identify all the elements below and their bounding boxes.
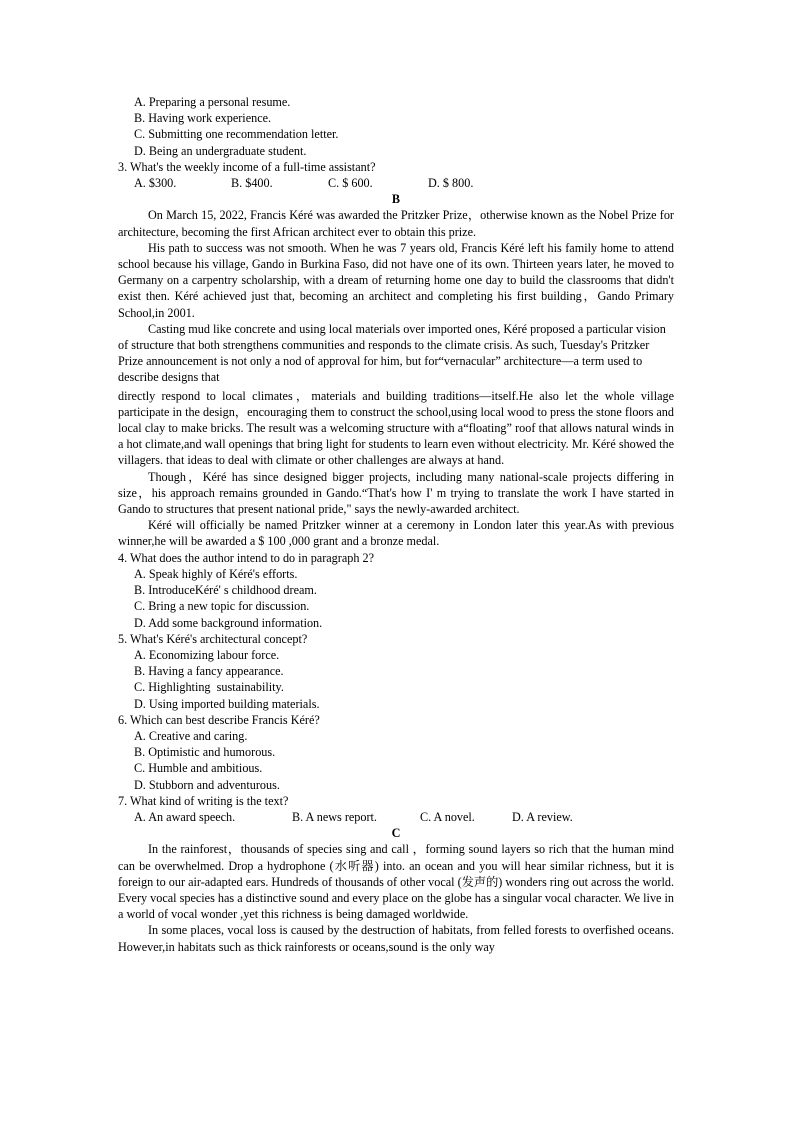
question-6 bbox=[118, 712, 674, 793]
q4-question: 4. What does the author intend to do in paragraph 2? bbox=[118, 550, 374, 565]
passage-b-paragraph-5: Kéré will officially be named Pritzker winner at a ceremony in London later this year.As with previous winner,he will be awarded a $ 100 ,000 grant and a bronze medal. bbox=[118, 518, 674, 549]
q7-option-d: D. A review. bbox=[512, 809, 573, 824]
question-5 bbox=[118, 631, 674, 712]
passage-c-paragraph-2: In some places, vocal loss is caused by the destruction of habitats, from felled forests to overfished oceans. However,in habitats such as thick rainforests or oceans,sound is the only way bbox=[118, 923, 674, 954]
passage-b-paragraph-4: Though，Kéré has since designed bigger projects, including many national-scale projects differing in size，his approach remains grounded in Gando.“That's how I' m trying to translate the work I have started in Gando to structures that present national pride," says the newly-awarded architect. bbox=[118, 469, 674, 517]
q3-option-b: B. $400. bbox=[231, 176, 273, 191]
q5-option-b: B. Having a fancy appearance. bbox=[134, 664, 284, 679]
q2-option-c: C. Submitting one recommendation letter. bbox=[134, 127, 339, 142]
passage-b-paragraph-3-cont: directly respond to local climates，materials and building traditions—itself.He also let the whole village participate in the design，encouraging them to construct the school,using local wood to press the stone floors and local clay to make bricks. The result was a welcoming structure with a“floating” roof that allows natural winds in a hot climate,and wall openings that bring light for students to learn even without electricity. Mr. Kéré showed the villagers. that ideas to deal with climate or other challenges are always at hand. bbox=[118, 388, 674, 468]
passage-c bbox=[118, 841, 674, 954]
q7-question: 7. What kind of writing is the text? bbox=[118, 793, 289, 808]
passage-b-paragraph-3: Casting mud like concrete and using local materials over imported ones, Kéré proposed a particular vision of structure that both strengthens communities and responds to the climate crisis. As such, Tuesday's Pritzker Prize announcement is not only a nod of approval for him, but for“vernacular” architecture—a term used to describe designs that bbox=[118, 321, 666, 385]
q4-option-a: A. Speak highly of Kéré's efforts. bbox=[134, 566, 298, 581]
q7-options bbox=[118, 809, 674, 825]
q6-question: 6. Which can best describe Francis Kéré? bbox=[118, 712, 320, 727]
passage-b-paragraph-1: On March 15, 2022, Francis Kéré was awarded the Pritzker Prize，otherwise known as the Nobel Prize for architecture, becoming the first African architect ever to obtain this prize. bbox=[118, 208, 674, 239]
q4-option-d: D. Add some background information. bbox=[134, 615, 323, 630]
q4-option-b: B. IntroduceKéré' s childhood dream. bbox=[134, 583, 317, 598]
q3-question: 3. What's the weekly income of a full-time assistant? bbox=[118, 159, 376, 174]
q7-option-c: C. A novel. bbox=[420, 809, 475, 824]
q6-option-d: D. Stubborn and adventurous. bbox=[134, 777, 280, 792]
q3-option-c: C. $ 600. bbox=[328, 176, 373, 191]
q2-options bbox=[118, 94, 674, 159]
q5-question: 5. What's Kéré's architectural concept? bbox=[118, 631, 308, 646]
q2-option-d: D. Being an undergraduate student. bbox=[134, 143, 307, 158]
question-4 bbox=[118, 550, 674, 631]
q5-option-a: A. Economizing labour force. bbox=[134, 647, 280, 662]
q3-option-d: D. $ 800. bbox=[428, 176, 474, 191]
q3-options bbox=[118, 175, 674, 191]
q7-option-b: B. A news report. bbox=[292, 809, 377, 824]
section-b-heading: B bbox=[391, 192, 401, 207]
passage-b bbox=[118, 207, 674, 549]
section-c-heading: C bbox=[391, 826, 401, 841]
q5-option-d: D. Using imported building materials. bbox=[134, 696, 320, 711]
q6-option-b: B. Optimistic and humorous. bbox=[134, 745, 276, 760]
q5-option-c: C. Highlighting sustainability. bbox=[134, 680, 284, 695]
passage-c-paragraph-1: In the rainforest，thousands of species sing and call ，forming sound layers so rich that the human mind can be overwhelmed. Drop a hydrophone (水听器) into. an ocean and you will hear similar richness, but it is foreign to our air-adapted ears. Hundreds of thousands of other vocal (发声的) wonders ring out across the world. Every vocal species has a distinctive sound and every place on the globe has a singular vocal character. We live in a world of vocal wonder ,yet this richness is being damaged worldwide. bbox=[118, 842, 674, 922]
q3-option-a: A. $300. bbox=[134, 176, 177, 191]
exam-page bbox=[118, 94, 674, 955]
q2-option-b: B. Having work experience. bbox=[134, 111, 272, 126]
q7-option-a: A. An award speech. bbox=[134, 809, 236, 824]
q6-option-c: C. Humble and ambitious. bbox=[134, 761, 263, 776]
q4-option-c: C. Bring a new topic for discussion. bbox=[134, 599, 310, 614]
passage-b-paragraph-2: His path to success was not smooth. When he was 7 years old, Francis Kéré left his family home to attend school because his village, Gando in Burkina Faso, did not have one of its own. Thirteen years later, he moved to Germany on a carpentry scholarship, with a dream of returning home one day to build the classrooms that didn't exist then. Kéré achieved just that, becoming an architect and completing his first building，Gando Primary School,in 2001. bbox=[118, 240, 674, 320]
q2-option-a: A. Preparing a personal resume. bbox=[134, 95, 291, 109]
q6-option-a: A. Creative and caring. bbox=[134, 728, 248, 743]
